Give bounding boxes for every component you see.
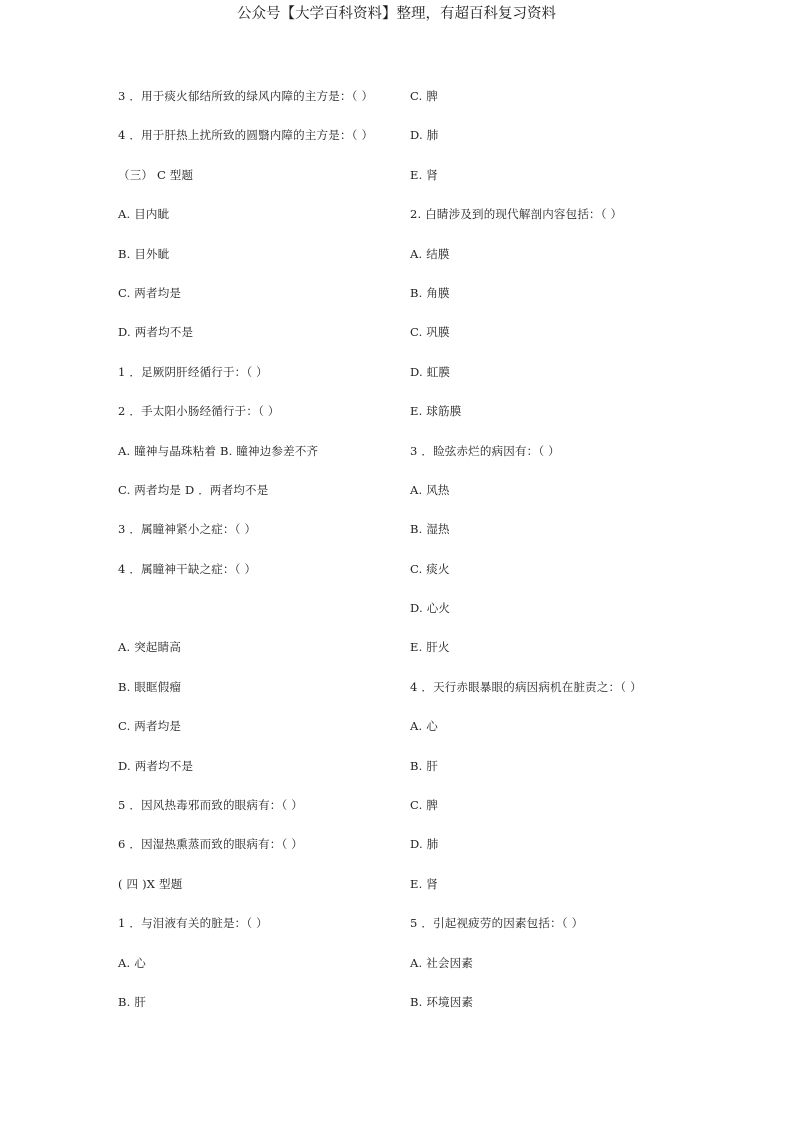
question-line: 4 ．属瞳神干缺之症：（ ） [118, 561, 257, 576]
option-line: D. 心火 [410, 601, 451, 616]
question-line: 2 ．手太阳小肠经循行于：（ ） [118, 404, 280, 419]
option-line: A. 风热 [410, 482, 450, 497]
left-column [118, 86, 418, 1031]
question-line: 5 ．因风热毒邪而致的眼病有：（ ） [118, 798, 303, 813]
page-header: 公众号【大学百科资料】整理，有超百科复习资料 [237, 6, 556, 22]
section-heading: （三） C 型题 [118, 167, 194, 182]
question-line: 3 ．睑弦赤烂的病因有：（ ） [410, 443, 560, 458]
question-line: 3 ．用于痰火郁结所致的绿风内障的主方是：（ ） [118, 89, 374, 103]
option-line: A. 心 [410, 719, 438, 734]
option-line: A. 瞳神与晶珠粘着 B. 瞳神边参差不齐 [118, 443, 319, 458]
option-line: B. 湿热 [410, 522, 450, 537]
option-line: B. 肝 [410, 758, 439, 773]
option-line: D. 肺 [410, 837, 439, 852]
option-line: D. 两者均不是 [118, 325, 194, 340]
blank-line [118, 598, 418, 637]
question-line: 4 ．天行赤眼暴眼的病因病机在脏责之：（ ） [410, 679, 642, 694]
question-line: 1 ．与泪液有关的脏是：（ ） [118, 916, 268, 931]
option-line: C. 痰火 [410, 561, 450, 576]
option-line: C. 两者均是 [118, 285, 182, 300]
option-line: B. 眼眶假瘤 [118, 679, 182, 694]
option-line: B. 肝 [118, 994, 147, 1009]
right-column [410, 86, 710, 1031]
option-line: B. 角膜 [410, 285, 450, 300]
option-line: E. 肾 [410, 876, 439, 891]
option-line: E. 肝火 [410, 640, 450, 655]
question-line: 2. 白睛涉及到的现代解剖内容包括：（ ） [410, 207, 623, 222]
option-line: E. 肾 [410, 167, 439, 182]
option-line: D. 两者均不是 [118, 758, 194, 773]
option-line: D. 虹膜 [410, 364, 451, 379]
option-line: C. 巩膜 [410, 325, 450, 340]
question-line: 3 ．属瞳神紧小之症：（ ） [118, 522, 257, 537]
option-line: A. 结膜 [410, 246, 450, 261]
option-line: A. 目内眦 [118, 207, 170, 222]
question-line: 6 ．因湿热熏蒸而致的眼病有：（ ） [118, 837, 303, 852]
option-line: B. 目外眦 [118, 246, 170, 261]
option-line: D. 肺 [410, 128, 439, 143]
question-line: 1 ．足厥阴肝经循行于：（ ） [118, 364, 268, 379]
section-heading: ( 四 )X 型题 [118, 876, 183, 891]
option-line: A. 心 [118, 955, 146, 970]
question-line: 5 ．引起视疲劳的因素包括：（ ） [410, 916, 584, 931]
option-line: C. 两者均是 [118, 719, 182, 734]
option-line: A. 社会因素 [410, 955, 474, 970]
option-line: C. 两者均是 D ．两者均不是 [118, 482, 269, 497]
option-line: C. 脾 [410, 89, 439, 103]
option-line: A. 突起睛高 [118, 640, 182, 655]
option-line: B. 环境因素 [410, 994, 474, 1009]
option-line: E. 球筋膜 [410, 404, 462, 419]
option-line: C. 脾 [410, 798, 439, 813]
question-line: 4 ．用于肝热上扰所致的圆翳内障的主方是：（ ） [118, 128, 374, 143]
